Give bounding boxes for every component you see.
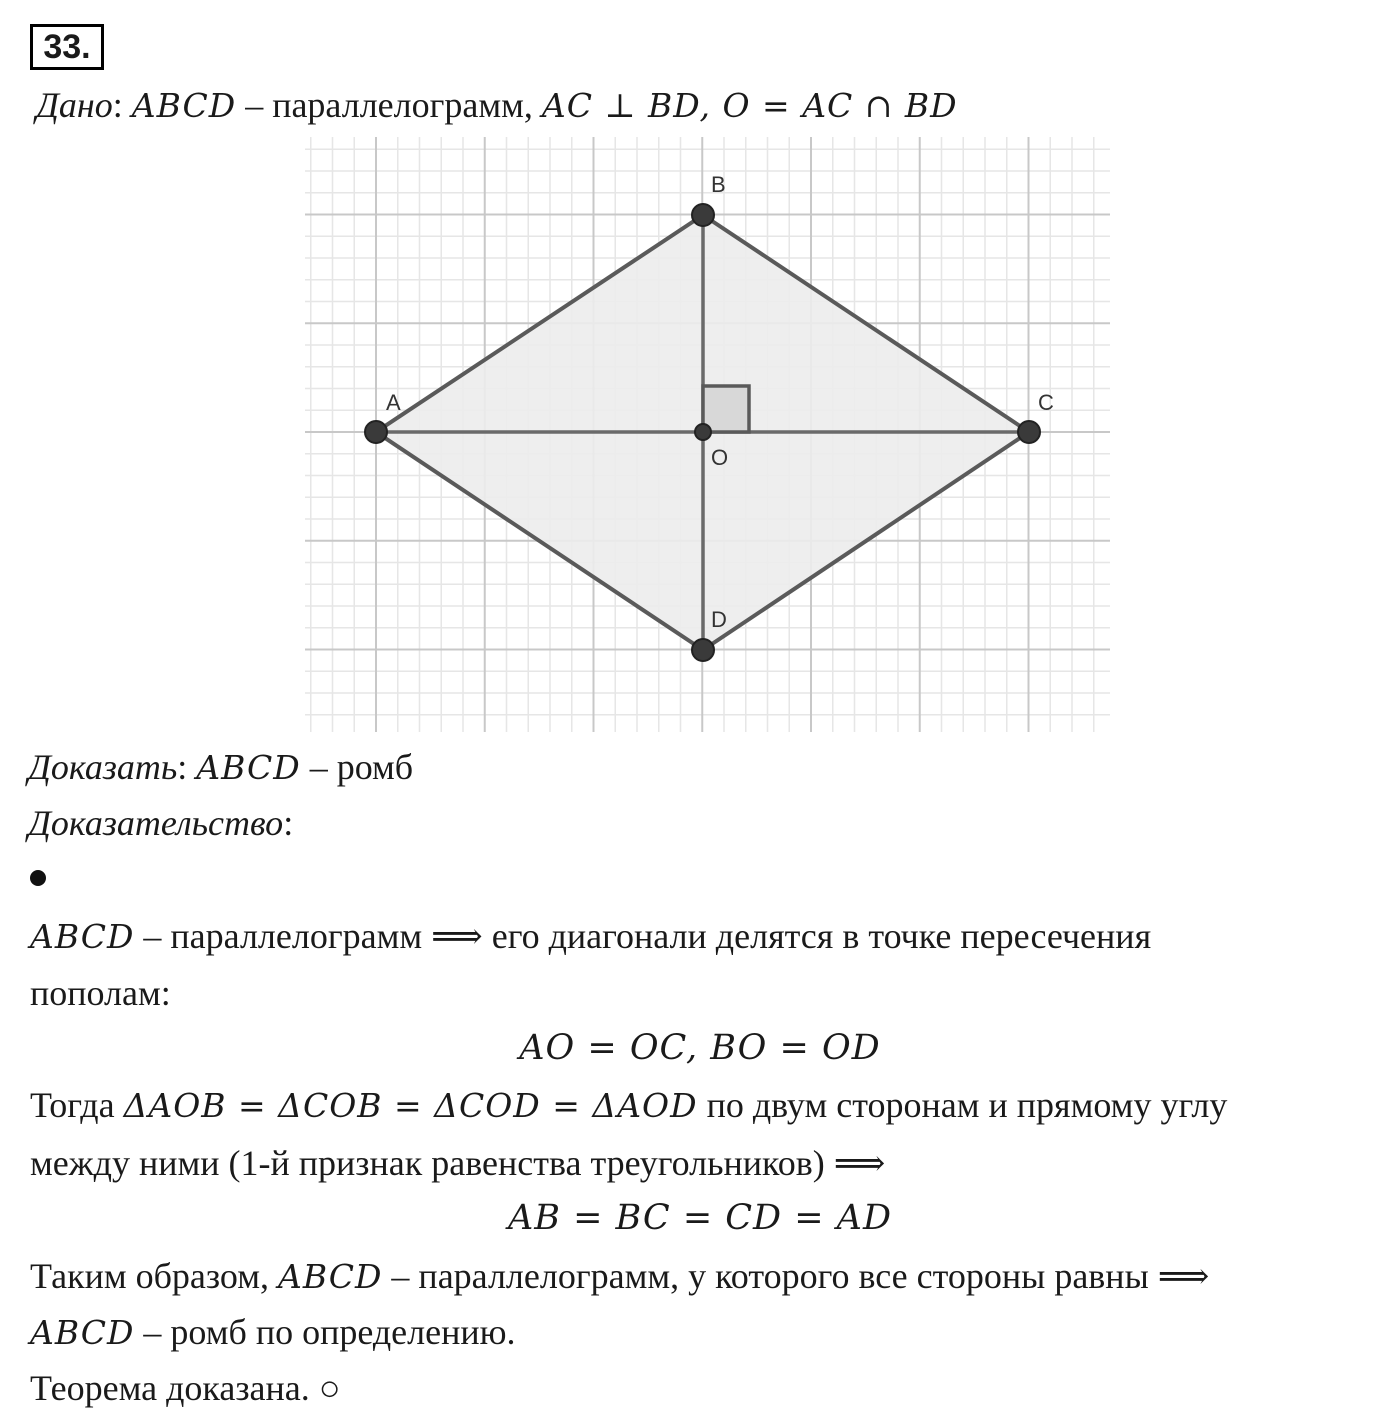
label-c: C — [1038, 390, 1054, 415]
proof-colon: : — [283, 803, 294, 843]
paragraph-2-line-1 — [30, 1084, 1227, 1126]
given-text: – параллелограмм, — [236, 85, 542, 125]
given-line — [36, 84, 958, 126]
right-angle-marker — [703, 386, 749, 432]
diagram-svg — [300, 132, 1120, 736]
equation-1: AO = OC, BO = OD — [519, 1028, 881, 1068]
paragraph-1-line-1 — [30, 915, 1151, 957]
paragraph-3-line-1 — [30, 1255, 1209, 1297]
given-label: Дано — [36, 85, 113, 125]
prove-line — [28, 746, 413, 788]
label-a: A — [386, 390, 401, 415]
prove-label: Доказать — [28, 747, 178, 787]
paragraph-2-line-2: между ними (1-й признак равенства треугольников) ⟹ — [30, 1143, 886, 1183]
para3-text-c: – ромб по определению. — [134, 1312, 516, 1352]
paragraph-3-line-2 — [30, 1311, 516, 1353]
prove-math: ABCD — [196, 748, 301, 787]
para2-math: ΔAOB = ΔCOB = ΔCOD = ΔAOD — [123, 1086, 698, 1125]
para3-math: ABCD — [278, 1257, 383, 1296]
bullet — [30, 870, 46, 886]
given-colon: : — [112, 85, 123, 125]
problem-number: 33. — [30, 24, 104, 70]
label-o: O — [711, 445, 729, 470]
point-a — [365, 421, 387, 443]
para3-math-2: ABCD — [30, 1313, 135, 1352]
prove-colon: : — [177, 747, 188, 787]
point-d — [692, 639, 714, 661]
label-d: D — [711, 607, 727, 632]
para2-text-b: по двум сторонам и прямому углу — [697, 1085, 1228, 1125]
point-b — [692, 204, 714, 226]
para1-math: ABCD — [30, 917, 135, 956]
equation-2: AB = BC = CD = AD — [507, 1198, 893, 1238]
point-c — [1018, 421, 1040, 443]
conclusion: Теорема доказана. ○ — [30, 1368, 341, 1408]
label-b: B — [711, 172, 726, 197]
proof-heading — [28, 802, 293, 844]
para3-text-b: – параллелограмм, у которого все стороны равны ⟹ — [382, 1256, 1210, 1296]
paragraph-1-line-2: пополам: — [30, 973, 171, 1013]
para1-text: – параллелограмм ⟹ его диагонали делятся в точке пересечения — [134, 916, 1152, 956]
given-math-conditions: AC ⊥ BD, O = AC ∩ BD — [541, 86, 958, 125]
para2-text-a: Тогда — [30, 1085, 124, 1125]
rhombus-diagram — [300, 132, 1120, 741]
point-o — [695, 424, 711, 440]
prove-text: – ромб — [300, 747, 414, 787]
para3-text-a: Таким образом, — [30, 1256, 279, 1296]
given-math-abcd: ABCD — [131, 86, 237, 125]
proof-label: Доказательство — [28, 803, 284, 843]
